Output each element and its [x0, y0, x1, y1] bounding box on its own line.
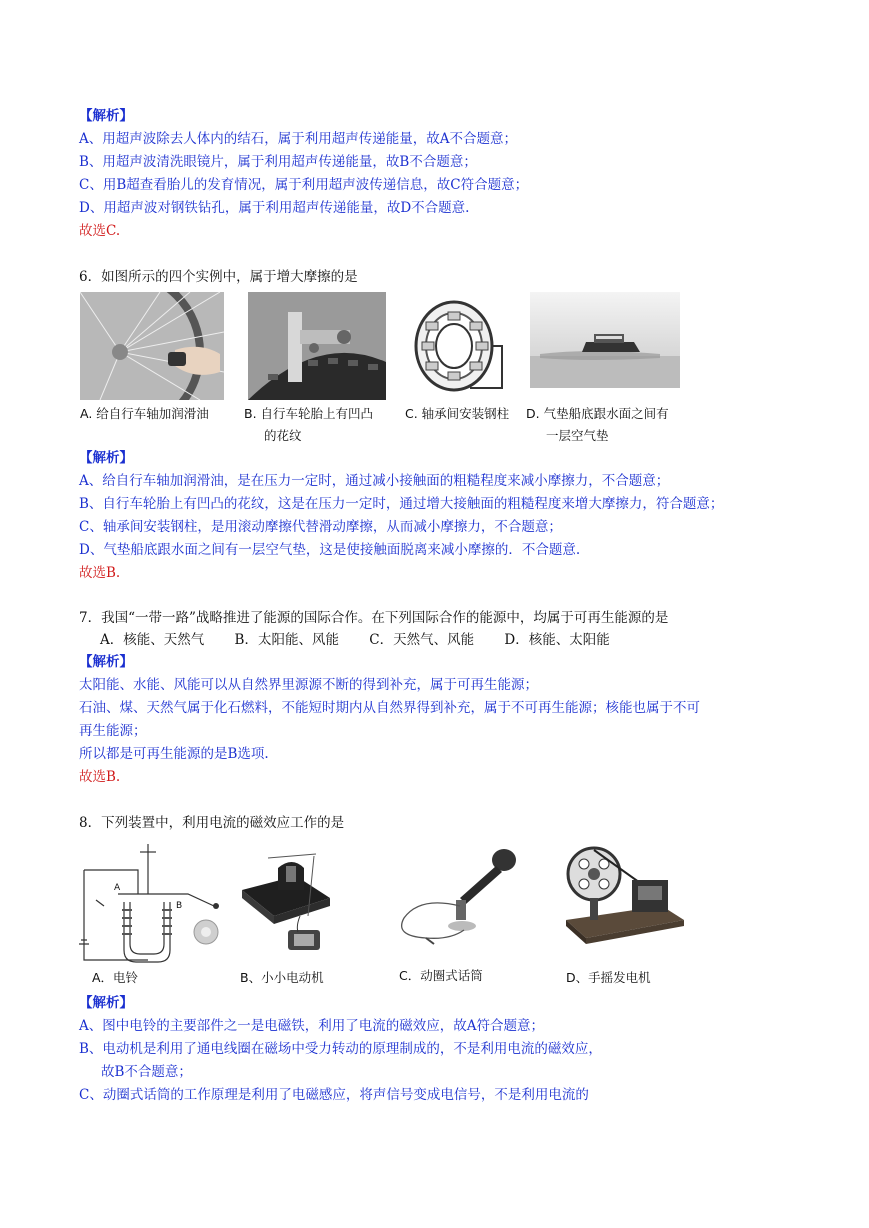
option-d: D．核能、太阳能 [504, 632, 610, 648]
analysis-line: 石油、煤、天然气属于化石燃料，不能短时期内从自然界得到补充，属于不可再生能源；核能也属于不可 [79, 700, 700, 716]
question-7: 7．我国“一带一路”战略推进了能源的国际合作。在下列国际合作的能源中，均属于可再生能源的是 [79, 610, 669, 626]
question-6: 6．如图所示的四个实例中，属于增大摩擦的是 [79, 269, 358, 285]
hovercraft-photo [530, 292, 680, 388]
caption-q6-a: A. 给自行车轴加润滑油 [80, 406, 209, 421]
caption-q6-b: B. 自行车轮胎上有凹凸 [244, 406, 374, 421]
hand-crank-generator-photo [562, 840, 686, 948]
analysis-tag-q6: 【解析】 [79, 450, 133, 466]
analysis-line: 再生能源； [79, 723, 147, 739]
options-q7 [100, 630, 636, 650]
analysis-line: 所以都是可再生能源的是B选项. [79, 746, 269, 762]
bicycle-tire-tread-photo [248, 292, 386, 400]
analysis-line: C、轴承间安装钢柱，是用滚动摩擦代替滑动摩擦，从而减小摩擦力，不合题意； [79, 519, 562, 535]
analysis-line: 故B不合题意； [101, 1064, 192, 1080]
analysis-tag-q7: 【解析】 [79, 654, 133, 670]
answer-q7: 故选B. [79, 769, 121, 785]
option-c: C．天然气、风能 [369, 632, 475, 648]
analysis-line: D、气垫船底跟水面之间有一层空气垫，这是使接触面脱离来减小摩擦的．不合题意. [79, 542, 581, 558]
caption-q6-d: D. 气垫船底跟水面之间有 [526, 406, 669, 421]
bearing-rollers-drawing [410, 292, 506, 400]
question-8: 8．下列装置中，利用电流的磁效应工作的是 [79, 815, 345, 831]
option-b: B．太阳能、风能 [234, 632, 339, 648]
dynamic-microphone-photo [390, 846, 524, 946]
fig-label-a: A [114, 883, 121, 893]
caption-q6-c: C. 轴承间安装钢柱 [405, 406, 510, 421]
analysis-line: B、电动机是利用了通电线圈在磁场中受力转动的原理制成的，不是利用电流的磁效应， [79, 1041, 602, 1057]
caption-q8-a: A．电铃 [92, 970, 139, 985]
caption-q8-d: D、手摇发电机 [566, 970, 651, 985]
bicycle-axle-oiling-photo [80, 292, 224, 400]
caption-q8-b: B、小小电动机 [240, 970, 324, 985]
option-a: A．核能、天然气 [100, 632, 205, 648]
analysis-line: B、自行车轮胎上有凹凸的花纹，这是在压力一定时，通过增大接触面的粗糙程度来增大摩擦力，符合题意； [79, 496, 724, 512]
analysis-line: A、用超声波除去人体内的结石，属于利用超声传递能量，故A不合题意； [79, 131, 517, 147]
caption-q6-b-cont: 的花纹 [264, 428, 302, 443]
analysis-line: A、图中电铃的主要部件之一是电磁铁，利用了电流的磁效应，故A符合题意； [79, 1018, 544, 1034]
analysis-line: D、用超声波对钢铁钻孔，属于利用超声传递能量，故D不合题意. [79, 200, 470, 216]
analysis-line: C、动圈式话筒的工作原理是利用了电磁感应，将声信号变成电信号，不是利用电流的 [79, 1087, 589, 1103]
fig-label-b: B [176, 901, 183, 911]
analysis-line: B、用超声波清洗眼镜片，属于利用超声传递能量，故B不合题意； [79, 154, 477, 170]
small-motor-photo [238, 846, 334, 962]
answer-q5: 故选C. [79, 223, 121, 239]
analysis-line: 太阳能、水能、风能可以从自然界里源源不断的得到补充，属于可再生能源； [79, 677, 538, 693]
analysis-line: C、用B超查看胎儿的发育情况，属于利用超声波传递信息，故C符合题意； [79, 177, 529, 193]
answer-q6: 故选B. [79, 565, 121, 581]
analysis-line: A、给自行车轴加润滑油，是在压力一定时，通过减小接触面的粗糙程度来减小摩擦力，不合题意； [79, 473, 670, 489]
analysis-tag-q8: 【解析】 [79, 995, 133, 1011]
caption-q6-d-cont: 一层空气垫 [546, 428, 609, 443]
analysis-tag-q5: 【解析】 [79, 108, 133, 124]
electric-bell-diagram [78, 840, 228, 970]
caption-q8-c: C．动圈式话筒 [399, 968, 483, 983]
